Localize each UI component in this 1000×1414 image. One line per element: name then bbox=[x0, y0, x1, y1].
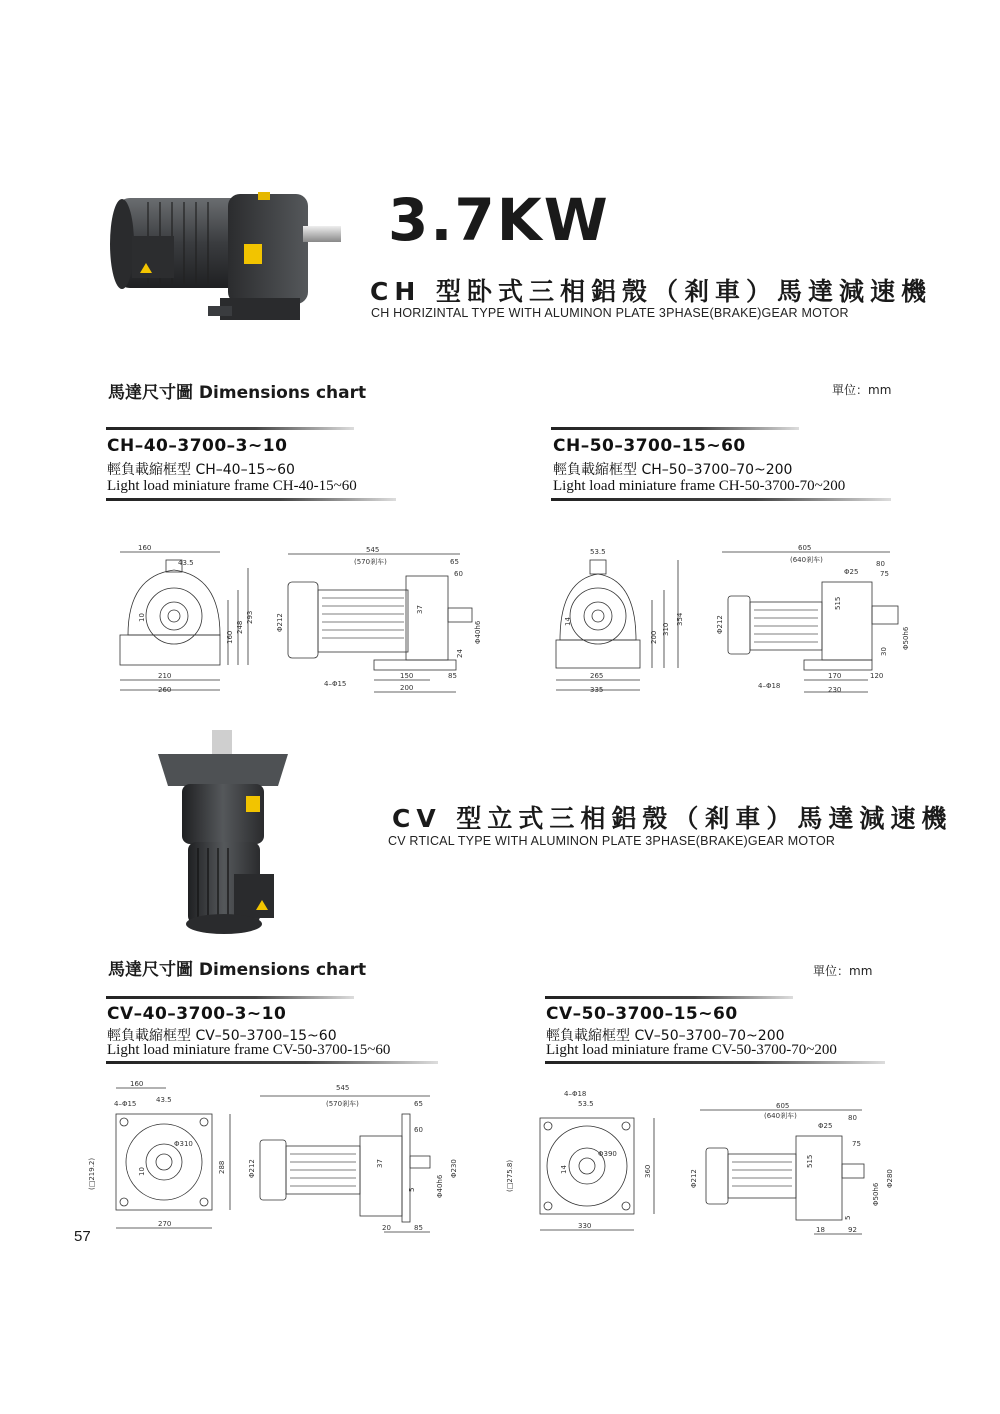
ch-left-drawing bbox=[110, 540, 500, 700]
dim-label: 160 bbox=[130, 1080, 144, 1088]
dim-label: 85 bbox=[414, 1224, 423, 1232]
dim-label: 545 bbox=[366, 546, 380, 554]
cv-right-model: CV–50–3700–15~60 bbox=[546, 1004, 738, 1024]
dim-label: 160 bbox=[138, 544, 152, 552]
dim-label: 92 bbox=[848, 1226, 857, 1234]
cv-motor-photo bbox=[152, 724, 292, 936]
dim-label: 37 bbox=[376, 1159, 384, 1168]
ch-left-cn: 輕負載縮框型 CH–40–15~60 bbox=[107, 462, 295, 478]
dim-label: Φ280 bbox=[886, 1169, 894, 1188]
dim-label: Φ212 bbox=[716, 615, 724, 634]
cv-unit-label: 單位：mm bbox=[813, 964, 873, 978]
dim-label: Φ390 bbox=[598, 1150, 617, 1158]
divider bbox=[545, 1061, 885, 1064]
cv-title-en: CV RTICAL TYPE WITH ALUMINON PLATE 3PHASE(BRAKE)GEAR MOTOR bbox=[388, 834, 836, 848]
dim-label: 10 bbox=[138, 613, 146, 622]
dim-label: 515 bbox=[834, 596, 842, 610]
ch-left-en: Light load miniature frame CH-40-15~60 bbox=[107, 478, 357, 494]
dim-label: 24 bbox=[456, 649, 464, 658]
cv-left-cn: 輕負載縮框型 CV–50–3700–15~60 bbox=[107, 1028, 337, 1044]
dim-label: 43.5 bbox=[178, 559, 194, 567]
dim-label: 75 bbox=[852, 1140, 861, 1148]
dim-label: 30 bbox=[880, 647, 888, 656]
dim-label: 65 bbox=[450, 558, 459, 566]
dim-label: (□219.2) bbox=[88, 1157, 96, 1190]
dim-label: Φ50h6 bbox=[872, 1182, 880, 1206]
dim-label: 354 bbox=[676, 612, 684, 626]
dim-label: 200 bbox=[400, 684, 414, 692]
dim-label: 5 bbox=[408, 1187, 416, 1192]
dim-label: 150 bbox=[400, 672, 414, 680]
cv-title-cn: CV 型立式三相鋁殼（剎車）馬達減速機 bbox=[392, 804, 953, 833]
dim-label: Φ212 bbox=[276, 613, 284, 632]
dim-label: 4–Φ15 bbox=[114, 1100, 137, 1108]
page-number: 57 bbox=[74, 1228, 91, 1245]
ch-right-en: Light load miniature frame CH-50-3700-70~200 bbox=[553, 478, 846, 494]
ch-title-en: CH HORIZINTAL TYPE WITH ALUMINON PLATE 3PHASE(BRAKE)GEAR MOTOR bbox=[371, 306, 849, 320]
dim-label: 160 bbox=[226, 630, 234, 644]
ch-dimensions-heading: 馬達尺寸圖 Dimensions chart bbox=[108, 383, 367, 403]
cv-dimensions-heading: 馬達尺寸圖 Dimensions chart bbox=[108, 960, 367, 980]
dim-label: Φ25 bbox=[818, 1122, 833, 1130]
ch-right-cn: 輕負載縮框型 CH–50–3700–70~200 bbox=[553, 462, 793, 478]
ch-title-cn: CH 型卧式三相鋁殼（剎車）馬達減速機 bbox=[370, 277, 932, 306]
dim-label: 310 bbox=[662, 622, 670, 636]
dim-label: 4–Φ18 bbox=[564, 1090, 587, 1098]
dim-label: Φ230 bbox=[450, 1159, 458, 1178]
dim-label: 60 bbox=[454, 570, 463, 578]
dim-label: 293 bbox=[246, 610, 254, 624]
dim-label: Φ40h6 bbox=[474, 620, 482, 644]
dim-label: 18 bbox=[816, 1226, 825, 1234]
dim-label: 200 bbox=[650, 630, 658, 644]
dim-label: 53.5 bbox=[578, 1100, 594, 1108]
dim-label: (640剎车) bbox=[790, 556, 823, 564]
divider bbox=[545, 996, 793, 999]
dim-label: 605 bbox=[798, 544, 812, 552]
ch-right-drawing bbox=[552, 540, 922, 700]
dim-label: 360 bbox=[644, 1164, 652, 1178]
cv-left-en: Light load miniature frame CV-50-3700-15~60 bbox=[107, 1042, 391, 1058]
ch-unit-label: 單位：mm bbox=[832, 383, 892, 397]
ch-right-model: CH–50–3700–15~60 bbox=[553, 436, 746, 456]
dim-label: Φ50h6 bbox=[902, 626, 910, 650]
dim-label: 330 bbox=[578, 1222, 592, 1230]
dim-label: 43.5 bbox=[156, 1096, 172, 1104]
dim-label: 4–Φ18 bbox=[758, 682, 781, 690]
divider bbox=[106, 1061, 438, 1064]
dim-label: 60 bbox=[414, 1126, 423, 1134]
dim-label: 230 bbox=[828, 686, 842, 694]
dim-label: 335 bbox=[590, 686, 604, 694]
dim-label: 14 bbox=[560, 1165, 568, 1174]
dim-label: 270 bbox=[158, 1220, 172, 1228]
dim-label: 170 bbox=[828, 672, 842, 680]
dim-label: 80 bbox=[848, 1114, 857, 1122]
ch-motor-photo bbox=[108, 186, 348, 326]
cv-left-model: CV–40–3700–3~10 bbox=[107, 1004, 287, 1024]
dim-label: (570剎车) bbox=[326, 1100, 359, 1108]
divider bbox=[106, 996, 354, 999]
dim-label: 265 bbox=[590, 672, 604, 680]
dim-label: Φ212 bbox=[248, 1159, 256, 1178]
dim-label: 288 bbox=[218, 1160, 226, 1174]
ch-left-model: CH–40–3700–3~10 bbox=[107, 436, 288, 456]
dim-label: 545 bbox=[336, 1084, 350, 1092]
power-title: 3.7KW bbox=[388, 186, 610, 254]
dim-label: 260 bbox=[158, 686, 172, 694]
dim-label: 248 bbox=[236, 620, 244, 634]
dim-label: 65 bbox=[414, 1100, 423, 1108]
dim-label: 53.5 bbox=[590, 548, 606, 556]
dim-label: (640剎车) bbox=[764, 1112, 797, 1120]
divider bbox=[551, 498, 891, 501]
dim-label: 605 bbox=[776, 1102, 790, 1110]
cv-right-drawing bbox=[500, 1088, 910, 1238]
dim-label: 80 bbox=[876, 560, 885, 568]
dim-label: 210 bbox=[158, 672, 172, 680]
dim-label: 515 bbox=[806, 1154, 814, 1168]
divider bbox=[106, 498, 396, 501]
cv-left-drawing bbox=[84, 1078, 474, 1238]
dim-label: Φ310 bbox=[174, 1140, 193, 1148]
dim-label: 4–Φ15 bbox=[324, 680, 347, 688]
dim-label: 14 bbox=[564, 617, 572, 626]
dim-label: 5 bbox=[844, 1215, 852, 1220]
dim-label: 120 bbox=[870, 672, 884, 680]
dim-label: 20 bbox=[382, 1224, 391, 1232]
divider bbox=[551, 427, 799, 430]
dim-label: 75 bbox=[880, 570, 889, 578]
divider bbox=[106, 427, 354, 430]
dim-label: Φ25 bbox=[844, 568, 859, 576]
dim-label: Φ212 bbox=[690, 1169, 698, 1188]
dim-label: 85 bbox=[448, 672, 457, 680]
dim-label: (570剎车) bbox=[354, 558, 387, 566]
cv-right-cn: 輕負載縮框型 CV–50–3700–70~200 bbox=[546, 1028, 785, 1044]
cv-right-en: Light load miniature frame CV-50-3700-70~200 bbox=[546, 1042, 837, 1058]
dim-label: (□275.8) bbox=[506, 1159, 514, 1192]
dim-label: 10 bbox=[138, 1167, 146, 1176]
dim-label: 37 bbox=[416, 605, 424, 614]
dim-label: Φ40h6 bbox=[436, 1174, 444, 1198]
